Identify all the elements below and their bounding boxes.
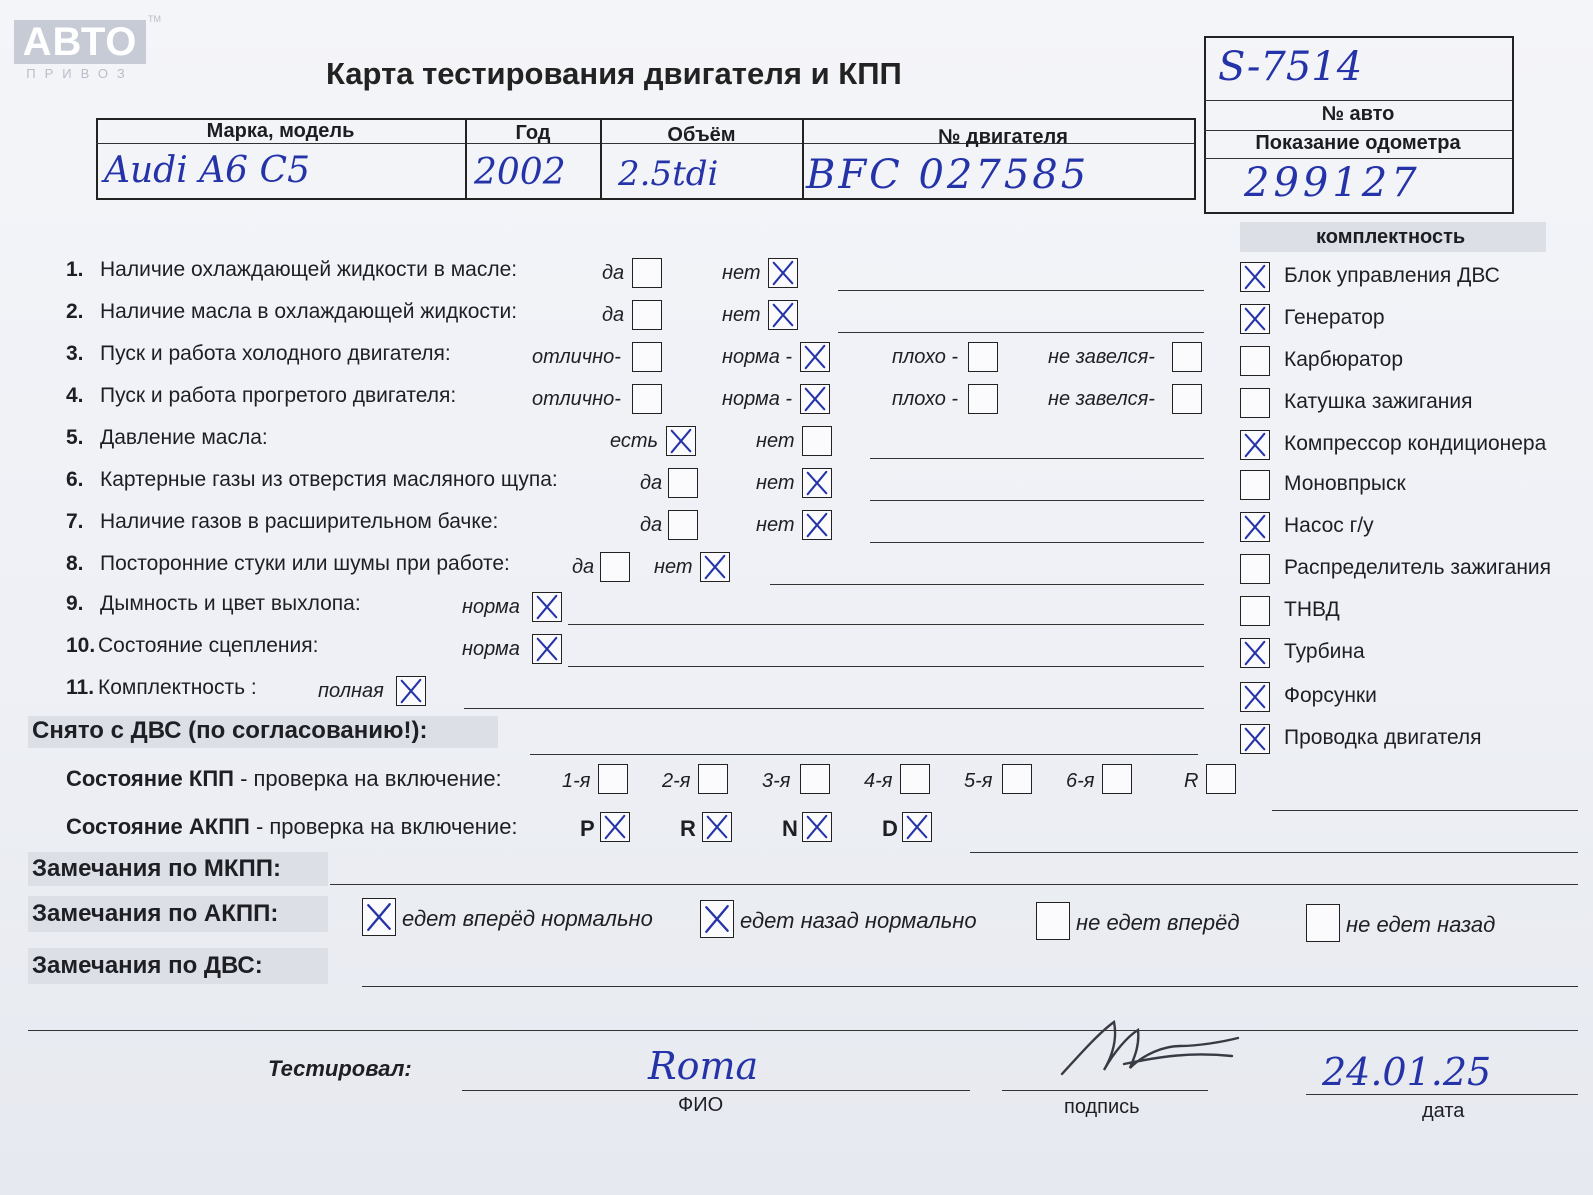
question-number: 10. <box>66 634 96 657</box>
answer-line <box>838 290 1204 291</box>
kpp-gear-checkbox[interactable] <box>1002 764 1032 794</box>
akpp-remark-checkbox[interactable] <box>362 898 396 936</box>
question-number: 9. <box>66 592 84 615</box>
question-number: 6. <box>66 468 84 491</box>
header-year: Год <box>515 122 551 144</box>
question-option-checkbox[interactable] <box>532 592 562 622</box>
completeness-checkbox[interactable] <box>1240 512 1270 542</box>
kpp-gear-checkbox[interactable] <box>698 764 728 794</box>
question-option-label: норма <box>462 638 520 660</box>
answer-line <box>870 500 1204 501</box>
completeness-checkbox[interactable] <box>1240 262 1270 292</box>
question-option-checkbox[interactable] <box>600 552 630 582</box>
auto-number-value: S-7514 <box>1218 44 1363 90</box>
completeness-checkbox[interactable] <box>1240 388 1270 418</box>
akpp-gear-label: R <box>680 816 696 841</box>
completeness-item-label: Проводка двигателя <box>1284 726 1482 749</box>
kpp-gear-checkbox[interactable] <box>900 764 930 794</box>
question-option-checkbox[interactable] <box>800 342 830 372</box>
kpp-gear-label: 1-я <box>562 770 591 792</box>
logo-trademark: TM <box>148 14 161 24</box>
fio-caption: ФИО <box>678 1094 724 1116</box>
question-option-label: плохо - <box>892 346 959 368</box>
question-option-label: да <box>640 472 663 494</box>
completeness-item-label: ТНВД <box>1284 598 1340 621</box>
question-option-label: да <box>602 304 625 326</box>
question-option-label: отлично- <box>532 388 621 410</box>
question-option-checkbox[interactable] <box>802 468 832 498</box>
completeness-checkbox[interactable] <box>1240 596 1270 626</box>
completeness-item-label: Насос г/у <box>1284 514 1374 537</box>
akpp-remark-checkbox[interactable] <box>1306 904 1340 942</box>
question-text: Картерные газы из отверстия масляного щупа: <box>100 468 558 491</box>
question-option-label: нет <box>756 472 795 494</box>
remarks-dvs-label: Замечания по ДВС: <box>32 952 263 979</box>
question-option-label: плохо - <box>892 388 959 410</box>
question-option-label: не завелся- <box>1048 346 1155 368</box>
question-number: 5. <box>66 426 84 449</box>
question-text: Комплектность : <box>98 676 257 699</box>
question-option-label: нет <box>756 514 795 536</box>
completeness-item-label: Турбина <box>1284 640 1365 663</box>
completeness-checkbox[interactable] <box>1240 638 1270 668</box>
question-number: 4. <box>66 384 84 407</box>
completeness-title: комплектность <box>1316 226 1466 248</box>
make-value: Audi A6 C5 <box>104 150 310 191</box>
akpp-gear-label: N <box>782 816 798 841</box>
akpp-remark-label: едет назад нормально <box>740 908 977 933</box>
question-option-checkbox[interactable] <box>968 342 998 372</box>
question-number: 7. <box>66 510 84 533</box>
remarks-akpp-label: Замечания по АКПП: <box>32 900 279 927</box>
akpp-remark-label: не едет назад <box>1346 912 1496 937</box>
signature-caption: подпись <box>1064 1096 1140 1118</box>
question-option-checkbox[interactable] <box>800 384 830 414</box>
akpp-remark-label: не едет вперёд <box>1076 910 1240 935</box>
tested-label: Тестировал: <box>268 1056 412 1081</box>
question-number: 3. <box>66 342 84 365</box>
answer-line <box>464 708 1204 709</box>
question-text: Посторонние стуки или шумы при работе: <box>100 552 510 575</box>
akpp-label: Состояние АКПП - проверка на включение: <box>66 814 518 839</box>
question-option-label: есть <box>610 430 659 452</box>
kpp-gear-label: R <box>1184 770 1199 792</box>
answer-line <box>568 624 1204 625</box>
question-option-checkbox[interactable] <box>632 258 662 288</box>
completeness-item-label: Катушка зажигания <box>1284 390 1473 413</box>
answer-line <box>568 666 1204 667</box>
question-option-label: норма - <box>722 346 793 368</box>
completeness-item-label: Блок управления ДВС <box>1284 264 1500 287</box>
completeness-item-label: Распределитель зажигания <box>1284 556 1552 579</box>
completeness-item-label: Форсунки <box>1284 684 1377 707</box>
answer-line <box>770 584 1204 585</box>
kpp-gear-label: 4-я <box>864 770 893 792</box>
question-option-checkbox[interactable] <box>802 426 832 456</box>
question-option-checkbox[interactable] <box>532 634 562 664</box>
question-text: Наличие масла в охлаждающей жидкости: <box>100 300 518 323</box>
question-text: Наличие охлаждающей жидкости в масле: <box>100 258 518 281</box>
question-number: 8. <box>66 552 84 575</box>
question-option-checkbox[interactable] <box>632 342 662 372</box>
question-option-checkbox[interactable] <box>1172 384 1202 414</box>
test-date: 24.01.25 <box>1322 1050 1492 1094</box>
question-option-label: да <box>602 262 625 284</box>
kpp-gear-checkbox[interactable] <box>1102 764 1132 794</box>
question-option-label: нет <box>722 262 761 284</box>
header-engine-no: № двигателя <box>938 126 1068 148</box>
kpp-gear-checkbox[interactable] <box>598 764 628 794</box>
question-option-checkbox[interactable] <box>668 468 698 498</box>
completeness-checkbox[interactable] <box>1240 304 1270 334</box>
question-option-checkbox[interactable] <box>632 384 662 414</box>
akpp-remark-label: едет вперёд нормально <box>402 906 653 931</box>
question-option-checkbox[interactable] <box>666 426 696 456</box>
question-text: Давление масла: <box>100 426 268 449</box>
date-caption: дата <box>1422 1100 1465 1122</box>
question-option-label: нет <box>722 304 761 326</box>
completeness-checkbox[interactable] <box>1240 682 1270 712</box>
akpp-gear-checkbox[interactable] <box>702 812 732 842</box>
question-option-label: да <box>640 514 663 536</box>
akpp-remark-checkbox[interactable] <box>700 900 734 938</box>
akpp-remark-checkbox[interactable] <box>1036 902 1070 940</box>
answer-line <box>838 332 1204 333</box>
completeness-item-label: Карбюратор <box>1284 348 1404 371</box>
question-option-label: нет <box>756 430 795 452</box>
header-make: Марка, модель <box>206 120 355 142</box>
auto-number-label: № авто <box>1321 103 1395 125</box>
completeness-checkbox[interactable] <box>1240 554 1270 584</box>
kpp-gear-label: 2-я <box>662 770 691 792</box>
answer-line <box>870 458 1204 459</box>
question-text: Пуск и работа холодного двигателя: <box>100 342 451 365</box>
question-option-label: норма - <box>722 388 793 410</box>
question-number: 1. <box>66 258 84 281</box>
akpp-gear-checkbox[interactable] <box>902 812 932 842</box>
question-option-label: норма <box>462 596 520 618</box>
odometer-label: Показание одометра <box>1255 132 1461 154</box>
question-number: 11. <box>66 676 95 699</box>
kpp-label: Состояние КПП - проверка на включение: <box>66 766 502 791</box>
kpp-gear-label: 5-я <box>964 770 993 792</box>
question-option-checkbox[interactable] <box>768 300 798 330</box>
completeness-checkbox[interactable] <box>1240 346 1270 376</box>
completeness-checkbox[interactable] <box>1240 470 1270 500</box>
completeness-item-label: Генератор <box>1284 306 1385 329</box>
question-option-label: да <box>572 556 595 578</box>
completeness-item-label: Компрессор кондиционера <box>1284 432 1547 455</box>
question-option-label: полная <box>318 680 384 702</box>
akpp-gear-checkbox[interactable] <box>802 812 832 842</box>
question-option-label: нет <box>654 556 693 578</box>
question-text: Дымность и цвет выхлопа: <box>100 592 361 615</box>
year-value: 2002 <box>474 152 566 193</box>
question-option-checkbox[interactable] <box>632 300 662 330</box>
answer-line <box>870 542 1204 543</box>
question-option-checkbox[interactable] <box>1172 342 1202 372</box>
question-text: Пуск и работа прогретого двигателя: <box>100 384 457 407</box>
odometer-value: 299127 <box>1244 160 1421 206</box>
completeness-item-label: Моновпрыск <box>1284 472 1406 495</box>
question-option-checkbox[interactable] <box>968 384 998 414</box>
tester-name: Roma <box>648 1044 759 1088</box>
avtoprivoz-logo: АВТО <box>14 20 146 64</box>
removed-label: Снято с ДВС (по согласованию!): <box>32 717 428 744</box>
question-option-label: отлично- <box>532 346 621 368</box>
completeness-checkbox[interactable] <box>1240 430 1270 460</box>
question-option-checkbox[interactable] <box>668 510 698 540</box>
akpp-gear-label: D <box>882 816 898 841</box>
page-title: Карта тестирования двигателя и КПП <box>326 56 902 91</box>
question-text: Наличие газов в расширительном бачке: <box>100 510 499 533</box>
question-option-checkbox[interactable] <box>700 552 730 582</box>
question-option-checkbox[interactable] <box>802 510 832 540</box>
signature <box>1052 1012 1242 1092</box>
question-option-checkbox[interactable] <box>768 258 798 288</box>
akpp-gear-label: P <box>580 816 595 841</box>
kpp-gear-checkbox[interactable] <box>800 764 830 794</box>
kpp-gear-label: 3-я <box>762 770 791 792</box>
engine-number-value: BFC 027585 <box>806 152 1090 198</box>
header-volume: Объём <box>667 124 736 146</box>
question-option-label: не завелся- <box>1048 388 1155 410</box>
question-option-checkbox[interactable] <box>396 676 426 706</box>
question-number: 2. <box>66 300 84 323</box>
kpp-gear-checkbox[interactable] <box>1206 764 1236 794</box>
volume-value: 2.5tdi <box>618 154 719 194</box>
remarks-mkpp-label: Замечания по МКПП: <box>32 855 282 882</box>
logo-subtitle: ПРИВОЗ <box>26 66 134 81</box>
akpp-gear-checkbox[interactable] <box>600 812 630 842</box>
question-text: Состояние сцепления: <box>98 634 319 657</box>
completeness-checkbox[interactable] <box>1240 724 1270 754</box>
kpp-gear-label: 6-я <box>1066 770 1095 792</box>
